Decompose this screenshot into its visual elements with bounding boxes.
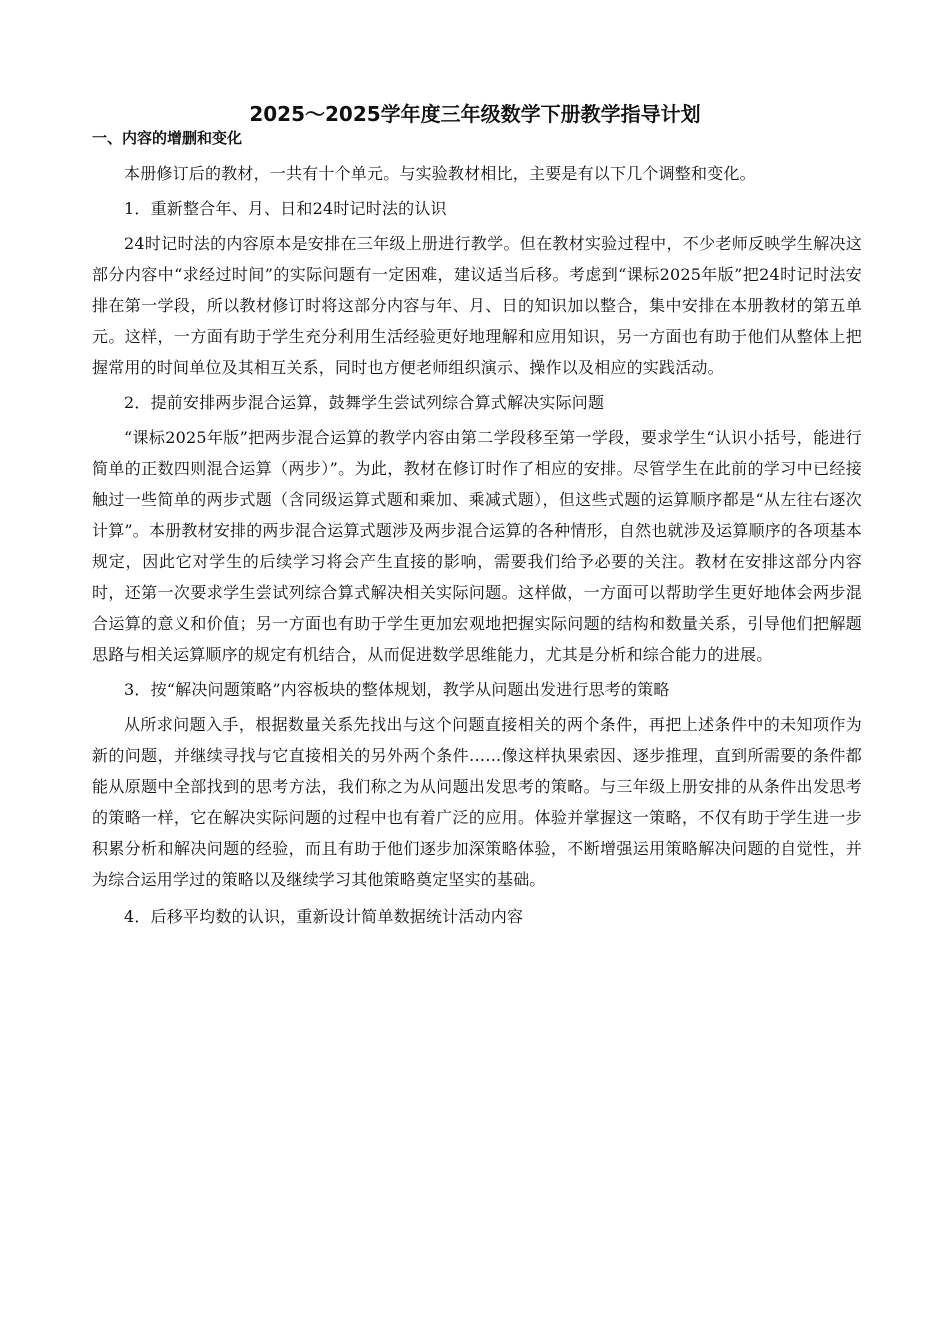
- subheading-1: 1．重新整合年、月、日和24时记时法的认识: [124, 199, 447, 218]
- document-body: [92, 158, 862, 932]
- subheading-4: 4．后移平均数的认识，重新设计简单数据统计活动内容: [124, 907, 524, 926]
- subheading-3: 3．按“解决问题策略”内容板块的整体规划，教学从问题出发进行思考的策略: [124, 680, 670, 699]
- subheading-2: 2．提前安排两步混合运算，鼓舞学生尝试列综合算式解决实际问题: [124, 393, 605, 412]
- section-heading: 一、内容的增删和变化: [92, 129, 243, 147]
- paragraph-2: “课标2025年版”把两步混合运算的教学内容由第二学段移至第一学段，要求学生“认识小括号，能进行简单的正数四则混合运算（两步）”。为此，教材在修订时作了相应的安排。尽管学生在此前的学习中已经接触过一些简单的两步式题（含同级运算式题和乘加、乘减式题），但这些式题的运算顺序都是“从左往右逐次计算”。本册教材安排的两步混合运算式题涉及两步混合运算的各种情形，自然也就涉及运算顺序的各项基本规定，因此它对学生的后续学习将会产生直接的影响，需要我们给予必要的关注。教材在安排这部分内容时，还第一次要求学生尝试列综合算式解决相关实际问题。这样做，一方面可以帮助学生更好地体会两步混合运算的意义和价值；另一方面也有助于学生更加宏观地把握实际问题的结构和数量关系，引导他们把解题思路与相关运算顺序的规定有机结合，从而促进数学思维能力，尤其是分析和综合能力的进展。: [92, 428, 862, 664]
- intro-paragraph: 本册修订后的教材，一共有十个单元。与实验教材相比，主要是有以下几个调整和变化。: [124, 164, 756, 183]
- document-title: 2025～2025学年度三年级数学下册教学指导计划: [249, 102, 701, 126]
- paragraph-1: 24时记时法的内容原本是安排在三年级上册进行教学。但在教材实验过程中，不少老师反映学生解决这部分内容中“求经过时间”的实际问题有一定困难，建议适当后移。考虑到“课标2025年版”把24时记时法安排在第一学段，所以教材修订时将这部分内容与年、月、日的知识加以整合，集中安排在本册教材的第五单元。这样，一方面有助于学生充分利用生活经验更好地理解和应用知识，另一方面也有助于他们从整体上把握常用的时间单位及其相互关系，同时也方便老师组织演示、操作以及相应的实践活动。: [92, 234, 862, 377]
- paragraph-3: 从所求问题入手，根据数量关系先找出与这个问题直接相关的两个条件，再把上述条件中的未知项作为新的问题，并继续寻找与它直接相关的另外两个条件……像这样执果索因、逐步推理，直到所需要的条件都能从原题中全部找到的思考方法，我们称之为从问题出发思考的策略。与三年级上册安排的从条件出发思考的策略一样，它在解决实际问题的过程中也有着广泛的应用。体验并掌握这一策略，不仅有助于学生进一步积累分析和解决问题的经验，而且有助于他们逐步加深策略体验，不断增强运用策略解决问题的自觉性，并为综合运用学过的策略以及继续学习其他策略奠定坚实的基础。: [92, 715, 862, 889]
